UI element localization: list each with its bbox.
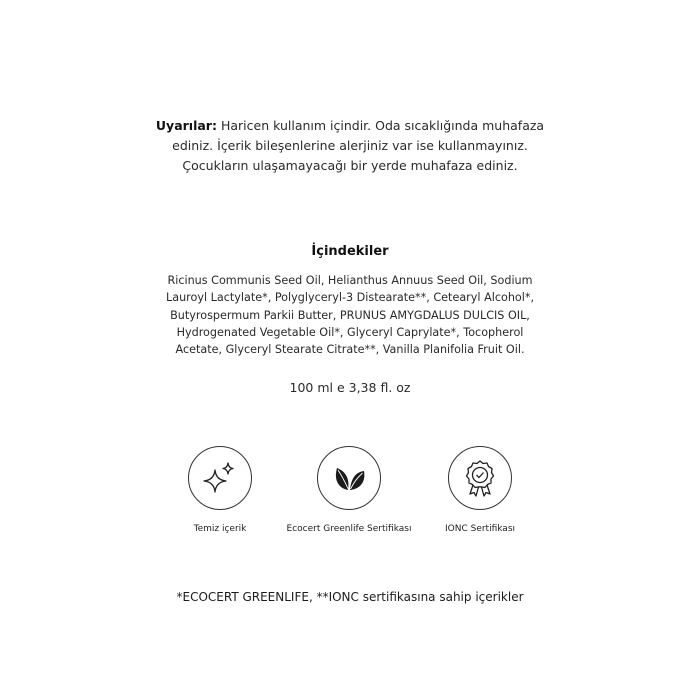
cert-ionc xyxy=(410,446,550,536)
footnote: *ECOCERT GREENLIFE, **IONC sertifikasına sahip içerikler xyxy=(176,590,524,604)
sparkle-icon xyxy=(188,446,252,510)
cert-label: Temiz içerik xyxy=(193,524,247,534)
cert-label: Ecocert Greenlife Sertifikası xyxy=(286,524,412,534)
cert-ecocert xyxy=(279,446,419,536)
leaf-icon xyxy=(317,446,381,510)
warnings-label: Uyarılar: xyxy=(155,118,217,133)
cert-label: IONC Sertifikası xyxy=(444,524,516,534)
cert-clean-ingredients xyxy=(150,446,290,536)
volume-text: 100 ml e 3,38 fl. oz xyxy=(289,380,411,395)
ingredients-list: Ricinus Communis Seed Oil, Helianthus Annuus Seed Oil, Sodium Lauroyl Lactylate*, Polyglyceryl-3 Distearate**, Cetearyl Alcohol*, Butyrospermum Parkii Butter, PRUNUS AMYGDALUS DULCIS OIL, Hydrogenated Vegetable Oil*, Glyceryl Caprylate*, Tocopherol Acetate, Glyceryl Stearate Citrate**, Vanilla Planifolia Fruit Oil. xyxy=(165,274,535,357)
award-badge-icon xyxy=(448,446,512,510)
ingredients-title: İçindekiler xyxy=(311,244,389,259)
warnings-paragraph xyxy=(140,116,560,176)
warnings-text: Haricen kullanım içindir. Oda sıcaklığında muhafaza ediniz. İçerik bileşenlerine alerjiniz var ise kullanmayınız. Çocukların ulaşamayacağı bir yerde muhafaza ediniz. xyxy=(172,118,545,173)
